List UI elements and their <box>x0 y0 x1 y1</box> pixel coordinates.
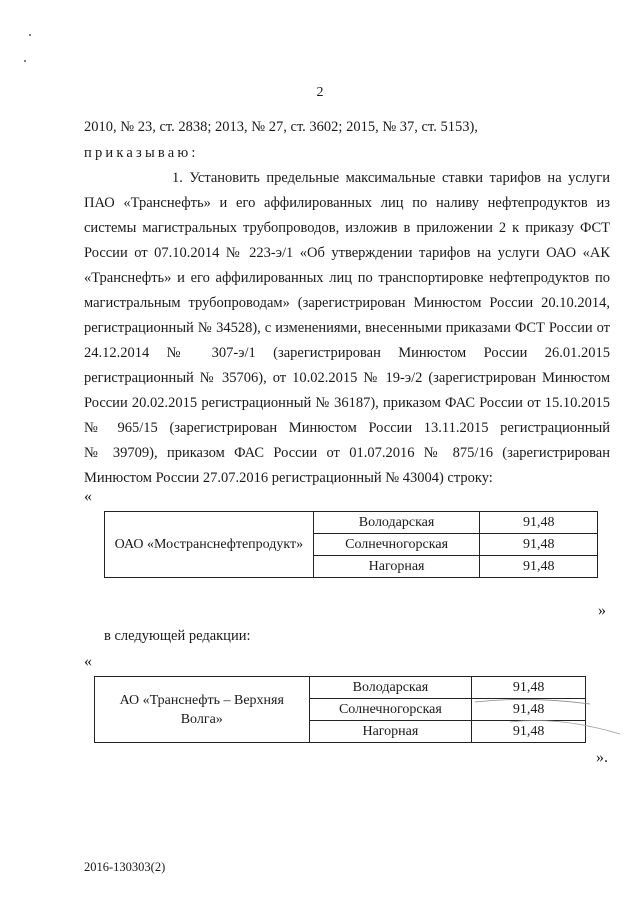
close-quote: ». <box>596 749 608 766</box>
order-word: приказываю: <box>84 145 199 161</box>
paragraph-line: 24.12.2014 № 307-э/1 (зарегистрирован Минюстом России 26.01.2015 <box>84 345 610 361</box>
page-number: 2 <box>316 85 324 100</box>
station-cell: Нагорная <box>309 721 472 743</box>
station-cell: Солнечногорская <box>313 534 480 556</box>
paragraph-line: регистрационный № 35706), от 10.02.2015 № 19-э/2 (зарегистрирован Минюстом <box>84 370 610 386</box>
old-tariff-table <box>104 511 598 578</box>
paragraph-line: № 965/15 (зарегистрирован Минюстом России 13.11.2015 регистрационный <box>84 420 610 436</box>
rate-cell: 91,48 <box>480 512 598 534</box>
table-row <box>105 512 598 534</box>
paragraph-line: России от 07.10.2014 № 223-э/1 «Об утверждении тарифов на услуги ОАО «АК <box>84 245 610 261</box>
organization-line: Волга» <box>180 711 223 727</box>
pen-scribble <box>470 694 630 754</box>
station-cell: Володарская <box>313 512 480 534</box>
open-quote: « <box>84 653 92 670</box>
scan-speck <box>24 60 26 62</box>
paragraph-line: Минюстом России 27.07.2016 регистрационный № 43004) строку: <box>84 470 493 486</box>
station-cell: Нагорная <box>313 556 480 578</box>
paragraph-line: России 20.02.2015 регистрационный № 36187), приказом ФАС России от 15.10.2015 <box>84 395 610 411</box>
station-cell: Володарская <box>309 677 472 699</box>
organization-line: АО «Транснефть – Верхняя <box>119 692 284 708</box>
rate-cell: 91,48 <box>472 677 586 699</box>
paragraph-line: системы магистральных трубопроводов, изложив в приложении 2 к приказу ФСТ <box>84 220 610 236</box>
close-quote: » <box>598 602 606 619</box>
rate-cell: 91,48 <box>472 721 586 743</box>
rate-cell: 91,48 <box>480 534 598 556</box>
intro-line: 2010, № 23, ст. 2838; 2013, № 27, ст. 3602; 2015, № 37, ст. 5153), <box>84 119 478 135</box>
paragraph-line: регистрационный № 34528), с изменениями, внесенными приказами ФСТ России от <box>84 320 610 336</box>
rate-cell: 91,48 <box>480 556 598 578</box>
organization-cell: ОАО «Мостранснефтепродукт» <box>105 512 314 578</box>
paragraph-line: № 39709), приказом ФАС России от 01.07.2016 № 875/16 (зарегистрирован <box>84 445 610 461</box>
organization-cell <box>95 677 310 743</box>
paragraph-line: магистральным трубопроводам» (зарегистрирован Минюстом России 20.10.2014, <box>84 295 610 311</box>
scan-speck <box>29 34 31 36</box>
paragraph-line: 1. Установить предельные максимальные ставки тарифов на услуги <box>172 170 610 186</box>
document-code: 2016-130303(2) <box>84 860 166 874</box>
rate-cell: 91,48 <box>472 699 586 721</box>
station-cell: Солнечногорская <box>309 699 472 721</box>
new-edition-label: в следующей редакции: <box>104 628 251 644</box>
open-quote: « <box>84 488 92 505</box>
paragraph-line: ПАО «Транснефть» и его аффилированных лиц по наливу нефтепродуктов из <box>84 195 610 211</box>
paragraph-line: «Транснефть» и его аффилированных лиц по транспортировке нефтепродуктов по <box>84 270 610 286</box>
